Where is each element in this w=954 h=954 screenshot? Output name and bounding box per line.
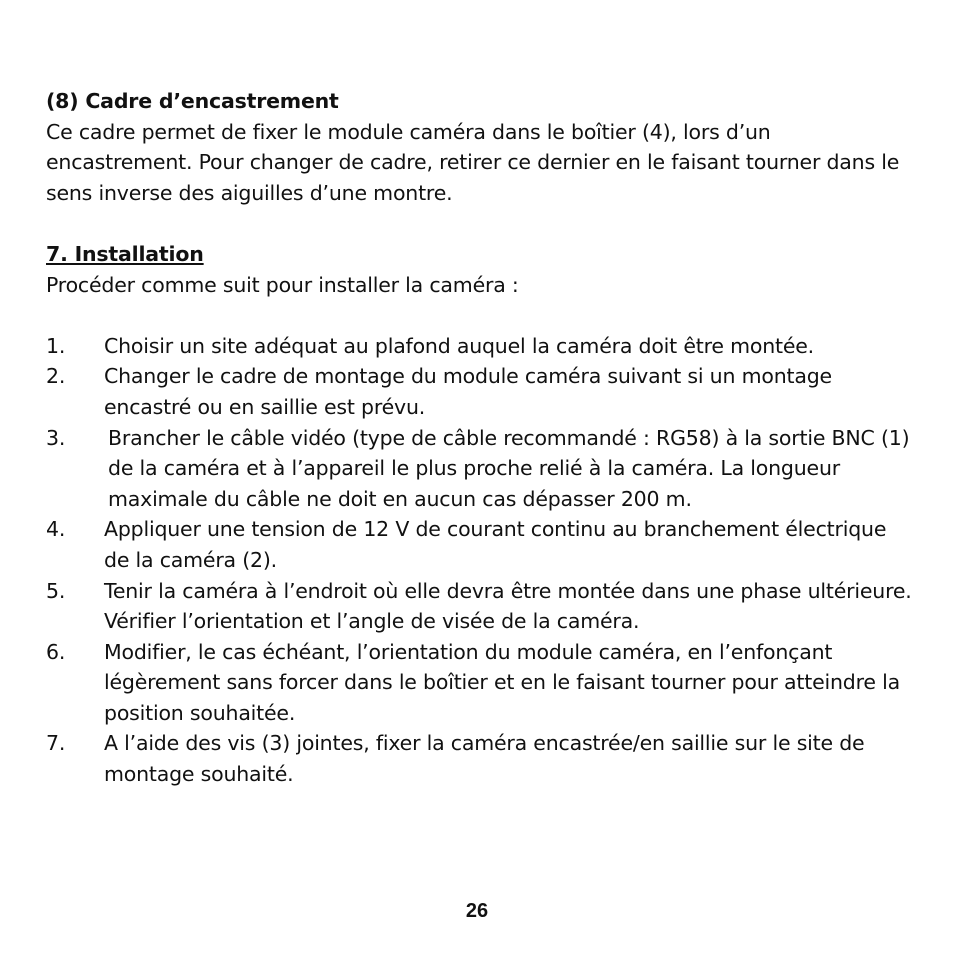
page-number: 26 xyxy=(465,900,489,922)
step-text: Choisir un site adéquat au plafond auquel la caméra doit être montée. xyxy=(104,333,814,358)
list-item xyxy=(46,576,916,637)
list-item xyxy=(46,637,916,729)
step-text: Modifier, le cas échéant, l’orientation du module caméra, en l’enfonçant légèrement sans forcer dans le boîtier et en le faisant tourner pour atteindre la position souhaitée. xyxy=(104,639,900,725)
installation-steps-list xyxy=(46,331,916,790)
step-number: 4. xyxy=(46,517,66,542)
step-text: Brancher le câble vidéo (type de câble recommandé : RG58) à la sortie BNC (1) de la caméra et à l’appareil le plus proche relié à la caméra. La longueur maximale du câble ne doit en aucun cas dépasser 200 m. xyxy=(108,425,910,511)
step-number: 6. xyxy=(46,639,66,664)
step-number: 3. xyxy=(46,425,66,450)
step-text: Changer le cadre de montage du module caméra suivant si un montage encastré ou en saillie est prévu. xyxy=(104,364,832,419)
step-number: 1. xyxy=(46,333,66,358)
list-item xyxy=(46,331,916,362)
installation-heading: 7. Installation xyxy=(46,241,204,266)
list-item xyxy=(46,728,916,789)
section-8-heading: (8) Cadre d’encastrement xyxy=(46,89,339,113)
installation-intro: Procéder comme suit pour installer la caméra : xyxy=(46,272,519,297)
step-number: 7. xyxy=(46,731,66,756)
step-text: Appliquer une tension de 12 V de courant continu au branchement électrique de la caméra (2). xyxy=(104,517,887,572)
step-number: 2. xyxy=(46,364,66,389)
list-item xyxy=(46,423,916,515)
manual-page-content xyxy=(46,86,916,790)
step-text: A l’aide des vis (3) jointes, fixer la caméra encastrée/en saillie sur le site de montage souhaité. xyxy=(104,731,865,787)
list-item xyxy=(46,361,916,422)
step-number: 5. xyxy=(46,578,66,603)
step-text: Tenir la caméra à l’endroit où elle devra être montée dans une phase ultérieure. Vérifier l’orientation et l’angle de visée de la caméra. xyxy=(104,578,912,634)
list-item xyxy=(46,514,916,575)
section-8-body: Ce cadre permet de fixer le module caméra dans le boîtier (4), lors d’un encastrement. Pour changer de cadre, retirer ce dernier en le faisant tourner dans le sens inverse des aiguilles d’une montre. xyxy=(46,119,900,205)
